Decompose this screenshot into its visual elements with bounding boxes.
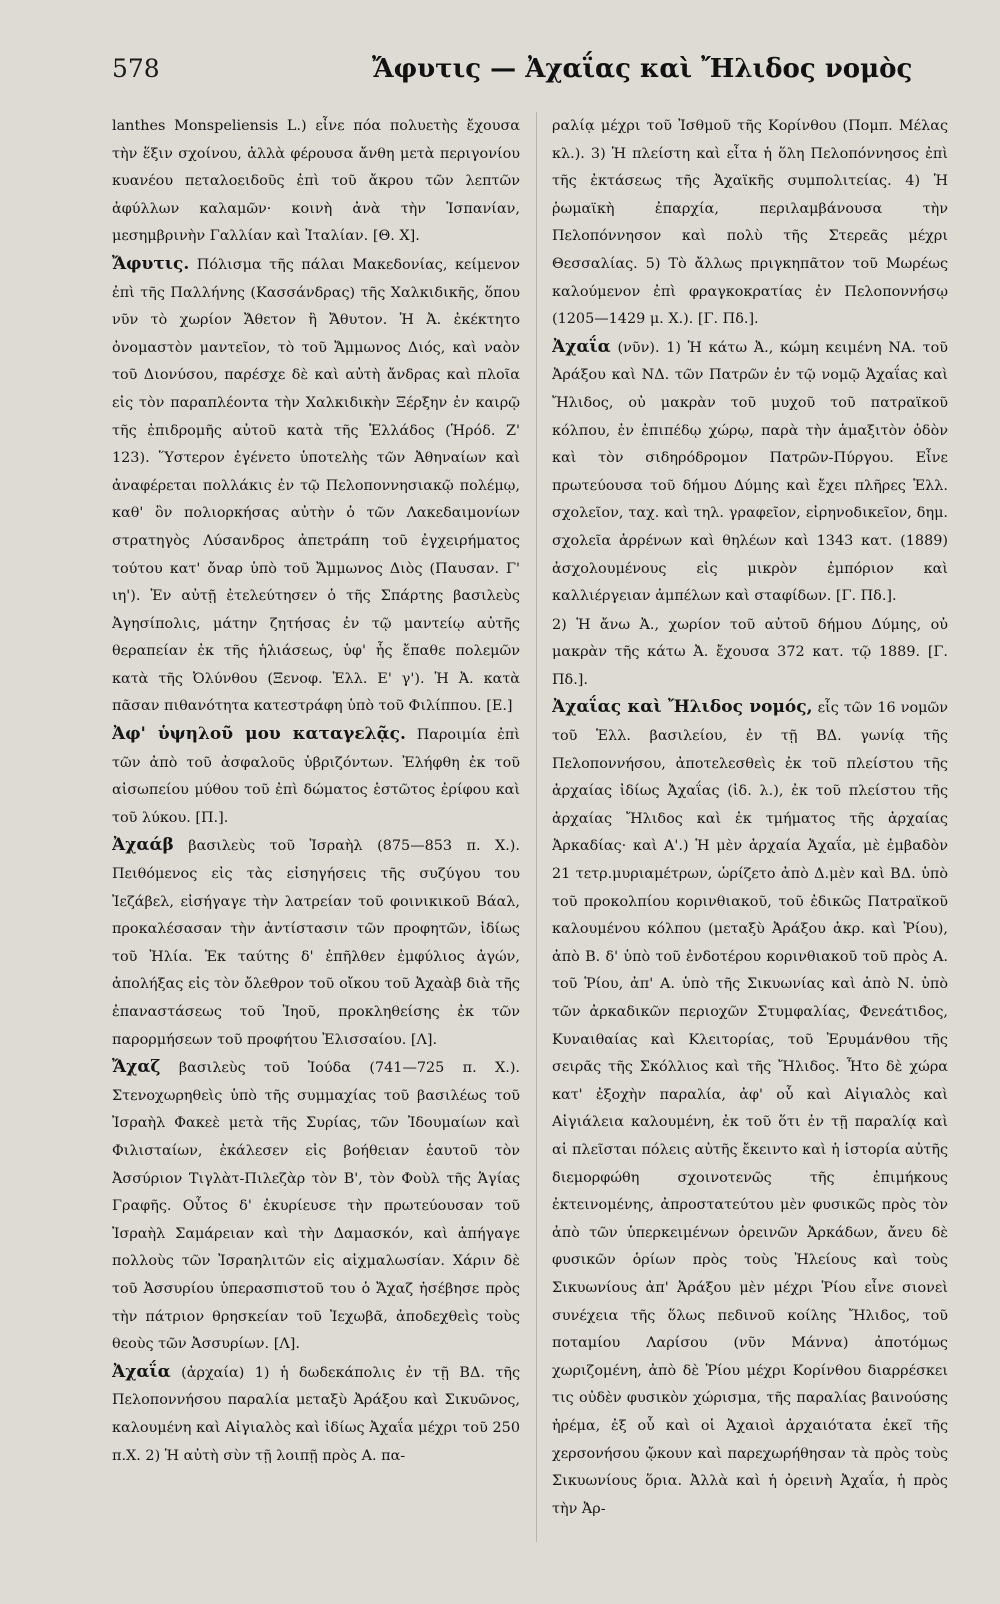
page-number: 578 [112,54,160,83]
entry-headword: Ἀχαΐας καὶ Ἤλιδος νομός, [552,697,813,718]
entry-headword: Ἀχαΐα [552,336,611,357]
entry-text: ραλίᾳ μέχρι τοῦ Ἰσθμοῦ τῆς Κορίνθου (Πομπ. Μέλας κλ.). 3) Ἡ πλείστη καὶ εἶτα ἡ ὅλη Πελοπόννησος ἐπὶ τῆς ἐκτάσεως τῆς Ἀχαϊκῆς συμπολιτείας. 4) Ἡ ῥωμαϊκὴ ἐπαρχία, περιλαμβάνουσα τὴν Πελοπόννησον καὶ πολὺ τῆς Στερεᾶς μέχρι Θεσσαλίας. 5) Τὸ ἄλλως πριγκηπᾶτον τοῦ Μωρέως καλούμενον ἐπὶ φραγκοκρατίας ἐν Πελοποννήσῳ (1205—1429 μ. Χ.). [Γ. Πδ.]. [552,118,948,328]
entry-text: βασιλεὺς τοῦ Ἰούδα (741—725 π. Χ.). Στενοχωρηθεὶς ὑπὸ τῆς συμμαχίας τοῦ βασιλέως τοῦ Ἰσραὴλ Φακεὲ μετὰ τῆς Συρίας, τῶν Ἰδουμαίων καὶ Φιλισταίων, ἐκάλεσεν εἰς βοήθειαν ἑαυτοῦ τὸν Ἀσσύριον Τιγλὰτ-Πιλεζὰρ τὸν Β', τὸν Φοὺλ τῆς Ἁγίας Γραφῆς. Οὗτος δ' ἐκυρίευσε τὴν πρωτεύουσαν τοῦ Ἰσραὴλ Σαμάρειαν καὶ τὴν Δαμασκόν, καὶ ἀπήγαγε πολλοὺς τῶν Ἰσραηλιτῶν εἰς αἰχμαλωσίαν. Χάριν δὲ τοῦ Ἀσσυρίου ὑπερασπιστοῦ του ὁ Ἄχαζ ἠσέβησε πρὸς τὴν πάτριον θρησκείαν τοῦ Ἰεχωβᾶ, ἀποδεχθεὶς τοὺς θεοὺς τῶν Ἀσσυρίων. [Λ]. [112,1060,520,1353]
column-divider [536,112,537,1542]
entry [552,611,948,695]
entry-text: Πόλισμα τῆς πάλαι Μακεδονίας, κείμενον ἐπὶ τῆς Παλλήνης (Κασσάνδρας) τῆς Χαλκιδικῆς, ὅπου νῦν τὸ χωρίον Ἄθετον ἢ Ἄθυτον. Ἡ Ἀ. ἐκέκτητο ὀνομαστὸν μαντεῖον, τὸ τοῦ Ἄμμωνος Διός, καὶ ναὸν τοῦ Διονύσου, παρέσχε δὲ καὶ αὐτὴ ἄνδρας καὶ πλοῖα εἰς τὸν παραπλέοντα τὴν Χαλκιδικὴν Ξέρξην ἐν καιρῷ τῆς ἐπιδρομῆς αὐτοῦ κατὰ τῆς Ἑλλάδος (Ἡρόδ. Ζ' 123). Ὕστερον ἐγένετο ὑποτελὴς τῶν Ἀθηναίων καὶ ἀναφέρεται πολλάκις ἐν τῷ Πελοποννησιακῷ πολέμῳ, καθ' ὃν πολιορκήσας αὐτὴν ὁ τῶν Λακεδαιμονίων στρατηγὸς Λύσανδρος ἀπετράπη τοῦ ἐγχειρήματος τούτου κατ' ὄναρ ὑπὸ τοῦ Ἄμμωνος Διὸς (Παυσαν. Γ' ιη'). Ἐν αὐτῇ ἐτελεύτησεν ὁ τῆς Σπάρτης βασιλεὺς Ἀγησίπολις, μάτην ζητήσας ἐν τῷ μαντείῳ αὐτῆς θεραπείαν ἐκ τῆς ἡλιάσεως, ὑφ' ἧς ἔπαθε πολεμῶν κατὰ τῆς Ὀλύνθου (Ξενοφ. Ἑλλ. Ε' γ'). Ἡ Ἀ. κατὰ πᾶσαν πιθανότητα κατεστράφη ὑπὸ τοῦ Φιλίππου. [Ε.] [112,256,520,715]
entry-headword: Ἀχαάβ [112,835,174,856]
entry-text: (νῦν). 1) Ἡ κάτω Ἀ., κώμη κειμένη ΝΑ. τοῦ Ἀράξου καὶ ΝΔ. τῶν Πατρῶν ἐν τῷ νομῷ Ἀχαΐας καὶ Ἤλιδος, οὐ μακρὰν τοῦ μυχοῦ τοῦ πατραϊκοῦ κόλπου, ἐν ἐπιπέδῳ χώρῳ, παρὰ τὴν ἁμαξιτὸν ὁδὸν καὶ τὸν σιδηρόδρομον Πατρῶν-Πύργου. Εἶνε πρωτεύουσα τοῦ δήμου Δύμης καὶ ἔχει πλῆρες Ἑλλ. σχολεῖον, ταχ. καὶ τηλ. γραφεῖον, εἰρηνοδικεῖον, δημ. σχολεῖα ἀρρένων καὶ θηλέων καὶ 1343 κατ. (1889) ἀσχολουμένους εἰς μικρὸν ἐμπόριον καὶ καλλιέργειαν ἀμπέλων καὶ σταφίδων. [Γ. Πδ.]. [552,339,948,605]
page-header [112,54,932,98]
entry-headword: Ἄφυτις. [112,253,190,274]
entry-text: lanthes Monspeliensis L.) εἶνε πόα πολυετὴς ἔχουσα τὴν ἕξιν σχοίνου, ἀλλὰ φέρουσα ἄνθη μετὰ περιγονίου κυανέου πεταλοειδοῦς ἐπὶ τοῦ ἄκρου τῶν λεπτῶν ἀφύλλων καλαμῶν· κοινὴ ἀνὰ τὴν Ἱσπανίαν, μεσημβρινὴν Γαλλίαν καὶ Ἰταλίαν. [Θ. Χ]. [112,118,520,245]
left-column [112,112,520,1562]
entry-headword: Ἀχαΐα [112,1361,171,1382]
running-title: Ἄφυτις — Ἀχαΐας καὶ Ἤλιδος νομὸς [372,54,913,84]
entry-text: (ἀρχαία) 1) ἡ δωδεκάπολις ἐν τῇ ΒΔ. τῆς Πελοποννήσου παραλία μεταξὺ Ἀράξου καὶ Σικυῶνος, καλουμένη καὶ Αἰγιαλὸς καὶ ἰδίως Ἀχαΐα μέχρι τοῦ 250 π.Χ. 2) Ἡ αὐτὴ σὺν τῇ λοιπῇ πρὸς Α. πα- [112,1364,520,1464]
entry-text: εἷς τῶν 16 νομῶν τοῦ Ἑλλ. βασιλείου, ἐν τῇ ΒΔ. γωνίᾳ τῆς Πελοποννήσου, ἀποτελεσθεὶς ἐκ τοῦ πλείστου τῆς ἀρχαίας ἰδίως Ἀχαΐας (ἰδ. λ.), ἐκ τοῦ πλείστου τῆς ἀρχαίας Ἤλιδος καὶ ἐκ τμήματος τῆς ἀρχαίας Ἀρκαδίας· καὶ Α'.) Ἡ μὲν ἀρχαία Ἀχαΐα, μὲ ἐμβαδὸν 21 τετρ.μυριαμέτρων, ὡρίζετο ἀπὸ Δ.μὲν καὶ ΒΔ. ὑπὸ τοῦ προκολπίου κορινθιακοῦ, τοῦ ἐδικῶς Πατραϊκοῦ καλουμένου κόλπου (μεταξὺ Ἀράξου ἀκρ. καὶ Ῥίου), ἀπὸ Β. δ' ὑπὸ τοῦ ἐνδοτέρου κορινθιακοῦ τοῦ πρὸς Α. τοῦ Ῥίου, ἀπ' Α. ὑπὸ τῆς Σικυωνίας καὶ ἀπὸ Ν. ὑπὸ τῶν ἀρκαδικῶν περιοχῶν Στυμφαλίας, Φενεάτιδος, Κυναιθαίας καὶ Κλειτορίας, τοῦ Ἐρυμάνθου τῆς σειρᾶς τῆς Σκόλλιος καὶ τῆς Ἤλιδος. Ἦτο δὲ χώρα κατ' ἐξοχὴν παραλία, ἀφ' οὗ καὶ Αἰγιαλὸς καὶ Αἰγιάλεια καλουμένη, ἐκ τοῦ ὅτι ἐν τῇ παραλίᾳ καὶ αἱ πλεῖσται πόλεις αὐτῆς ἔκειντο καὶ ἡ ἱστορία αὐτῆς διεμορφώθη σχοινοτενῶς τῆς ἐπιμήκους ἐκτεινομένης, ἀπροστατεύτου μὲν φυσικῶς πρὸς τὸν ἀπὸ τῶν ὑπερκειμένων ὀρεινῶν Ἀρκάδων, ἄνευ δὲ φυσικῶν ὁρίων πρὸς τοὺς Ἠλείους καὶ τοὺς Σικυωνίους ἀπ' Ἀράξου μὲν μέχρι Ῥίου εἶνε σιονεὶ συνέχεια τῆς ὅλως πεδινοῦ κοίλης Ἤλιδος, τοῦ ποταμίου Λαρίσου (νῦν Μάννα) ἀποτόμως χωριζομένη, ἀπὸ δὲ Ῥίου μέχρι Κορίνθου διαρρέσκει τις οὐδὲν φυσικὸν χώρισμα, τῆς παραλίας βαινούσης ἠρέμα, ἐξ οὗ καὶ οἱ Ἀχαιοὶ ἀρχαιότατα ἐκεῖ τῆς χερσονήσου ᾤκουν καὶ παρεχωρήθησαν τὰ πρὸς τοὺς Σικυωνίους ὅρια. Ἀλλὰ καὶ ἡ ὀρεινὴ Ἀχαΐα, ἡ πρὸς τὴν Ἀρ- [552,700,948,1517]
entry [552,112,948,334]
entry [112,1359,520,1470]
entry-headword: Ἀφ' ὑψηλοῦ μου καταγελᾷς. [112,724,406,745]
entry [112,1054,520,1359]
entry [552,694,948,1523]
entry-text: 2) Ἡ ἄνω Ἀ., χωρίον τοῦ αὐτοῦ δήμου Δύμης, οὐ μακρὰν τῆς κάτω Ἀ. ἔχουσα 372 κατ. τῷ 1889. [Γ. Πδ.]. [552,616,948,688]
entry-headword: Ἄχαζ [112,1057,161,1078]
entry [112,832,520,1054]
entry-text: βασιλεὺς τοῦ Ἰσραὴλ (875—853 π. Χ.). Πειθόμενος εἰς τὰς εἰσηγήσεις τῆς συζύγου του Ἰεζάβελ, εἰσήγαγε τὴν λατρείαν τοῦ φοινικικοῦ Βάαλ, προκαλέσασαν τὴν ἀντίστασιν τῶν προφητῶν, ἰδίως τοῦ Ἠλία. Ἐκ ταύτης δ' ἐπῆλθεν ἐμφύλιος ἀγών, ἀπολήξας εἰς τὸν ὄλεθρον τοῦ οἴκου τοῦ Ἀχαὰβ διὰ τῆς ἐπαναστάσεως τοῦ Ἰηοῦ, προκληθείσης ἐκ τῶν παρορμήσεων τοῦ προφήτου Ἐλισσαίου. [Λ]. [112,838,520,1048]
entry [112,721,520,832]
entry [112,112,520,251]
right-column [552,112,948,1562]
entry [112,251,520,721]
entry [552,334,948,611]
entry-text: Παροιμία ἐπὶ τῶν ἀπὸ τοῦ ἀσφαλοῦς ὑβριζόντων. Ἐλήφθη ἐκ τοῦ αἰσωπείου μύθου τοῦ ἐπὶ δώματος ἑστῶτος ἐρίφου καὶ τοῦ λύκου. [Π.]. [112,727,520,826]
